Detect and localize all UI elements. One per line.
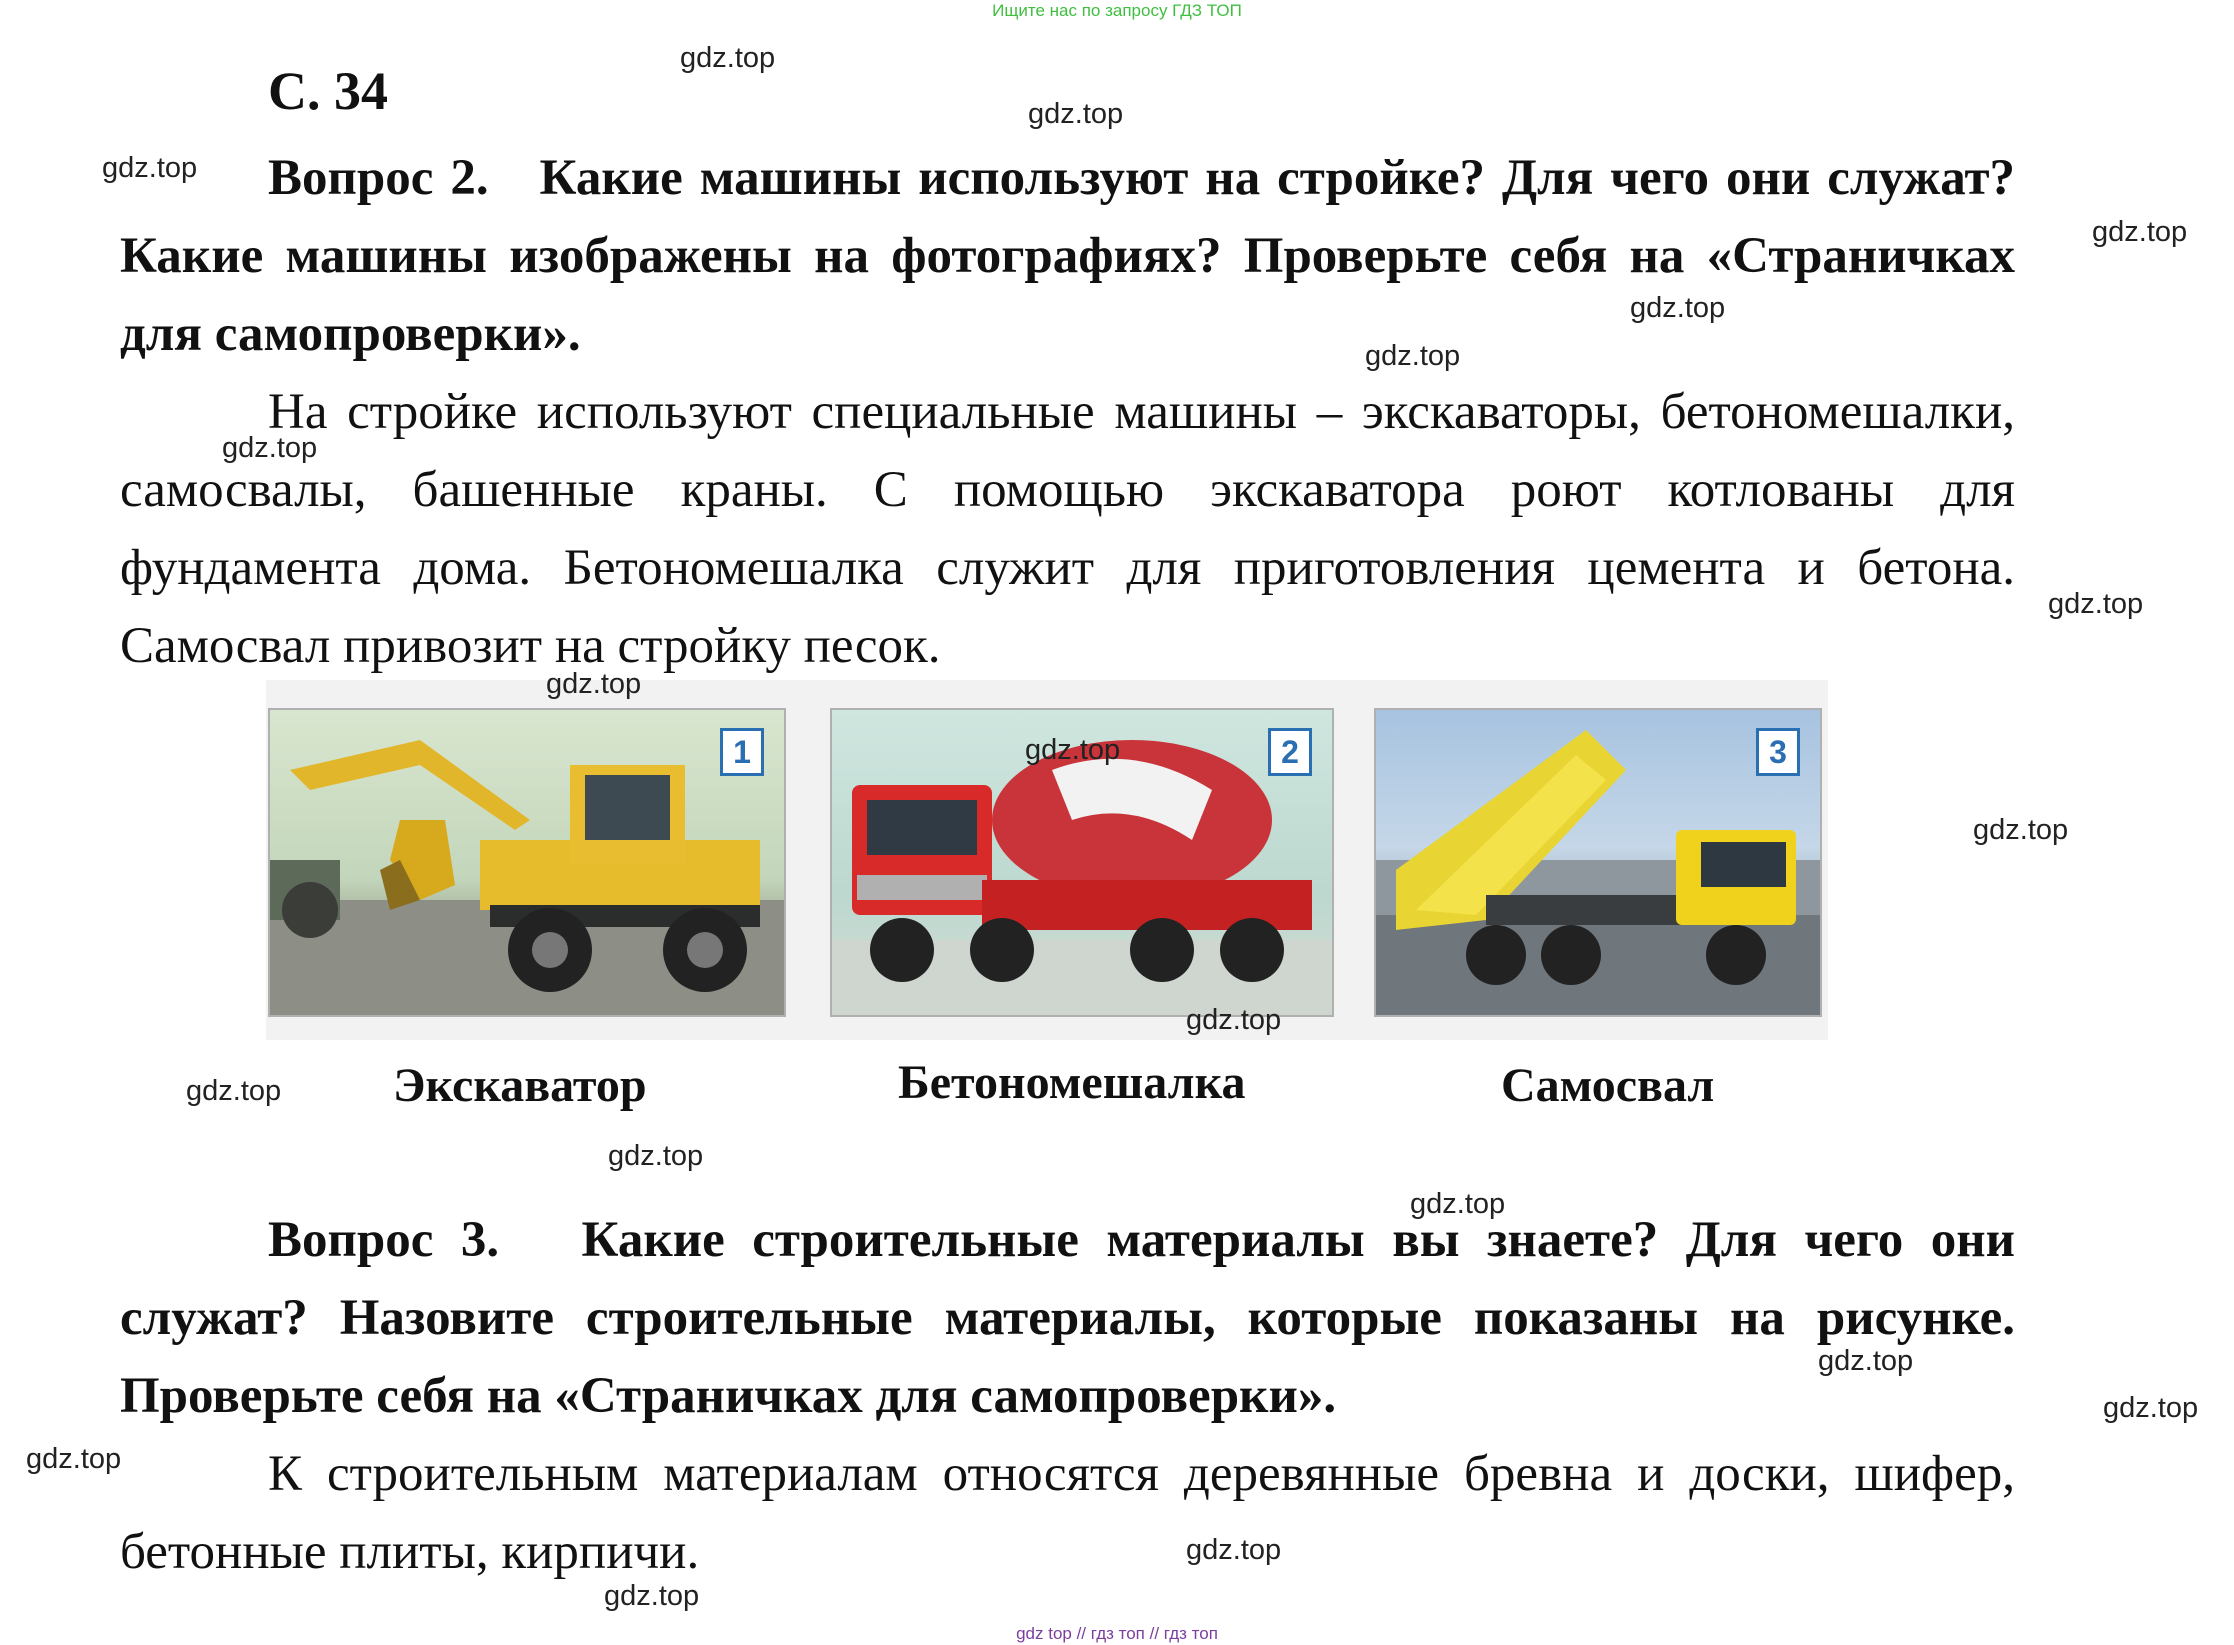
watermark: gdz.top [26,1443,122,1475]
photo-number-badge: 1 [720,728,764,776]
watermark: gdz.top [2092,216,2188,248]
watermark: gdz.top [1630,292,1726,324]
answer-2-text: На стройке используют специальные машины – экскаваторы, бетономешалки, самосвалы, башенные краны. С помощью экскаватора роют котлованы для фундамента дома. Бетономешалка служит для приготовления цемента и бетона. Самосвал привозит на стройку песок. [120,384,2015,674]
watermark: gdz.top [1025,734,1121,766]
answer-3-text: К строительным материалам относятся деревянные бревна и доски, шифер, бетонные плиты, кирпичи. [120,1446,2015,1580]
answer-3 [120,1435,2015,1591]
watermark: gdz.top [2048,588,2144,620]
top-banner: Ищите нас по запросу ГДЗ ТОП [992,1,1242,20]
dump-truck-photo [1374,708,1822,1017]
excavator-photo [268,708,786,1017]
caption-excavator: Экскаватор [393,1059,647,1112]
question-2-label: Вопрос 2. [268,150,489,206]
answer-2 [120,373,2015,685]
watermark: gdz.top [186,1075,282,1107]
footer-watermark: gdz top // гдз топ // гдз топ [1016,1624,1218,1643]
photo-number-badge: 3 [1756,728,1800,776]
watermark: gdz.top [1186,1534,1282,1566]
question-3-label: Вопрос 3. [268,1212,500,1268]
watermark: gdz.top [1410,1188,1506,1220]
watermark: gdz.top [1818,1345,1914,1377]
watermark: gdz.top [604,1580,700,1612]
watermark: gdz.top [1028,98,1124,130]
question-3 [120,1201,2015,1435]
watermark: gdz.top [1365,340,1461,372]
caption-concrete-mixer: Бетономешалка [898,1056,1246,1109]
watermark: gdz.top [1186,1004,1282,1036]
watermark: gdz.top [1973,814,2069,846]
watermark: gdz.top [680,42,776,74]
watermark: gdz.top [546,668,642,700]
page-number: С. 34 [268,61,388,121]
caption-dump-truck: Самосвал [1501,1059,1715,1112]
watermark: gdz.top [608,1140,704,1172]
watermark: gdz.top [2103,1392,2199,1424]
photo-number-badge: 2 [1268,728,1312,776]
watermark: gdz.top [222,432,318,464]
watermark: gdz.top [102,152,198,184]
question-2 [120,139,2015,373]
question-3-text: Какие строительные материалы вы знаете? Для чего они служат? Назовите строительные материалы, которые показаны на рисунке. Проверьте себя на «Страничках для самопроверки». [120,1212,2015,1424]
question-2-text: Какие машины используют на стройке? Для чего они служат? Какие машины изображены на фотографиях? Проверьте себя на «Страничках для самопроверки». [120,150,2015,362]
